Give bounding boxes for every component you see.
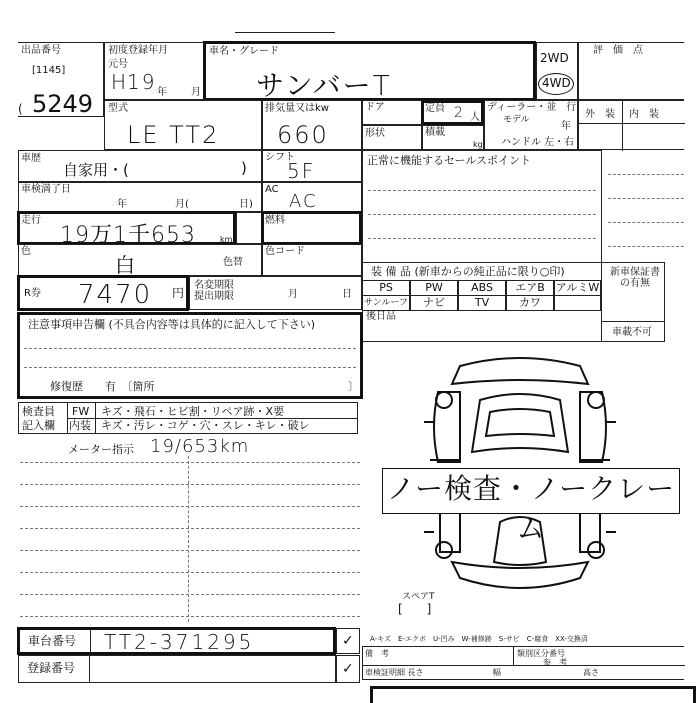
warranty-box — [601, 262, 665, 342]
registration-divider — [89, 656, 90, 682]
dealer-label: ディーラー・並 行 — [487, 102, 577, 113]
dims-label: 車検証明細 長さ — [365, 668, 424, 677]
displacement-label: 排気量又はkw — [265, 103, 329, 114]
lot-code: [1145] — [32, 65, 66, 76]
equipment-cell: ナビ — [410, 295, 458, 311]
ac-label: AC — [265, 184, 279, 195]
recycle-box — [17, 275, 189, 311]
registration-check-box — [336, 655, 360, 683]
history-value: 自家用・( — [63, 161, 129, 179]
rear-right-wheel — [588, 542, 604, 558]
month-unit: 月 — [191, 87, 201, 98]
chassis-check-mark: ✓ — [342, 633, 354, 649]
car-name-label: 車名・グレード — [209, 46, 279, 57]
registration-box — [18, 655, 336, 683]
lot-number: 5249 — [32, 90, 94, 118]
sales-line-2 — [368, 214, 596, 215]
mileage-value: 19万1千653 — [60, 223, 196, 248]
exterior-interior-divider — [622, 101, 623, 151]
score-label: 評 価 点 — [593, 45, 643, 56]
meter-label: メーター指示 — [68, 443, 134, 456]
inspection-day: 日) — [239, 199, 253, 210]
color-label: 色 — [21, 246, 31, 257]
car-name-box — [203, 41, 536, 101]
height-label: 高さ — [583, 668, 599, 677]
score-line-3 — [608, 222, 684, 223]
handle-label: ハンドル 左・右 — [501, 137, 575, 148]
in-label: 内装 — [69, 419, 91, 432]
no-inspection-stamp: ノー検査・ノークレーム — [382, 468, 680, 514]
name-change-month: 月 — [288, 289, 298, 300]
chassis-value: TT2-371295 — [104, 630, 255, 654]
top-rule — [235, 32, 335, 33]
equipment-title: 装 備 品 (新車からの純正品に限り○印) — [371, 265, 565, 278]
door-label: ドア — [365, 102, 385, 113]
history-label: 車歴 — [21, 153, 41, 164]
capacity-box — [421, 100, 484, 125]
front-right-wheel — [588, 392, 604, 408]
inspection-month: 月( — [175, 199, 189, 210]
year-unit: 年 — [157, 87, 167, 98]
sales-line-1 — [368, 190, 596, 191]
equipment-cell: TV — [458, 295, 506, 311]
fw-text: キズ・飛石・ヒビ割・リペア跡・X要 — [101, 405, 285, 418]
lot-number-label: 出品番号 — [21, 45, 61, 56]
memo-line-6 — [20, 572, 360, 573]
equipment-cell — [554, 295, 601, 311]
damage-legend: A-キズ E-エクボ U-凹み W-補修跡 S-サビ C-腐食 XX-交換済 — [370, 635, 588, 643]
equipment-cell: PW — [410, 280, 458, 296]
registration-label: 登録番号 — [27, 661, 76, 675]
shift-label: シフト — [265, 152, 295, 163]
mileage-label: 走行 — [21, 215, 41, 226]
memo-divider — [188, 456, 189, 622]
inspection-box — [18, 182, 262, 212]
name-change-box — [189, 276, 362, 310]
inspection-year: 年 — [117, 199, 127, 210]
notes-footer-label: 備 考 — [365, 649, 389, 658]
fuel-box — [261, 211, 362, 245]
shift-value: 5F — [287, 159, 316, 183]
load-box — [422, 125, 484, 150]
inspection-label: 車検満了日 — [21, 184, 71, 195]
notes-line-1 — [24, 348, 356, 349]
ac-box — [262, 182, 362, 212]
retrofit-label: 後日品 — [366, 311, 396, 322]
memo-line-8 — [20, 616, 360, 617]
gengo-label: 元号 — [108, 59, 128, 70]
lot-number-box — [18, 42, 104, 117]
cab-roof — [472, 394, 568, 452]
equipment-cell: アルミW — [555, 281, 600, 294]
left-front-fender — [434, 392, 460, 462]
chassis-label: 車台番号 — [28, 634, 77, 648]
bottom-box-edge — [370, 686, 696, 703]
repair-close: 〕 — [348, 380, 359, 393]
capacity-value: 2 — [454, 105, 465, 121]
equipment-cell: カワ — [506, 295, 554, 311]
width-label: 幅 — [493, 668, 501, 677]
inspector-label-2: 記入欄 — [22, 419, 55, 432]
color-code-box — [262, 244, 362, 276]
sales-right-border — [601, 150, 602, 262]
recycle-label: R券 — [24, 288, 41, 299]
notes-footer-rule — [363, 665, 685, 666]
model-label: 型式 — [108, 103, 128, 114]
notes-title: 注意事項申告欄 (不具合内容等は具体的に記入して下さい) — [28, 318, 316, 331]
memo-line-1 — [20, 462, 360, 463]
equipment-cell: サンルーフ — [362, 295, 410, 311]
shape-box — [362, 125, 422, 150]
notes-box — [17, 312, 363, 399]
mileage-spacer — [236, 212, 262, 244]
memo-line-2 — [20, 484, 360, 485]
load-label: 積載 — [425, 127, 445, 138]
recycle-value: 7470 — [78, 280, 153, 310]
mileage-box — [17, 211, 236, 248]
dealer-box — [484, 100, 578, 150]
model-year-unit: 年 — [561, 121, 571, 132]
model-value: LE TT2 — [127, 121, 220, 149]
in-text: キズ・汚レ・コゲ・穴・スレ・キレ・破レ — [101, 419, 310, 432]
sales-point-box — [362, 150, 601, 262]
equipment-cell: PS — [362, 280, 410, 296]
chassis-check-box — [336, 628, 360, 654]
memo-line-7 — [20, 594, 360, 595]
right-front-fender — [580, 392, 606, 462]
first-registration-label: 初度登録年月 — [108, 45, 168, 56]
chassis-box — [17, 627, 336, 655]
fuel-label: 燃料 — [265, 215, 285, 226]
bracket-mark: ( — [18, 102, 23, 116]
score-line-2 — [608, 198, 684, 199]
notes-footer-divider — [513, 647, 514, 665]
shape-label: 形状 — [365, 128, 385, 139]
drive-type-box — [536, 42, 578, 100]
chassis-divider — [90, 630, 91, 652]
color-code-label: 色コード — [265, 246, 305, 257]
spare-value: [ ] — [398, 602, 432, 616]
two-wd-label: 2WD — [540, 51, 569, 65]
four-wd-label: 4WD — [542, 76, 571, 90]
notes-footer-box — [362, 646, 684, 680]
sales-point-label: 正常に機能するセールスポイント — [367, 154, 532, 167]
ref-label: 参 考 — [543, 658, 567, 667]
class-label: 類別区分番号 — [517, 649, 565, 658]
model-year-label: モデル — [503, 115, 530, 125]
recycle-unit: 円 — [172, 286, 185, 300]
interior-label: 内 装 — [629, 109, 659, 120]
front-bumper-outline — [452, 358, 588, 384]
fw-label: FW — [72, 405, 90, 418]
warranty-label: 新車保証書の有無 — [610, 267, 660, 289]
spare-label: スペアT — [402, 592, 435, 602]
memo-line-4 — [20, 528, 360, 529]
inspector-label-1: 検査員 — [22, 405, 55, 418]
exterior-interior-rule — [579, 123, 685, 124]
front-left-wheel — [436, 392, 452, 408]
repair-label: 修復歴 有 〔箇所 — [50, 380, 155, 393]
score-line-4 — [608, 246, 684, 247]
notes-line-2 — [24, 367, 356, 368]
capacity-label: 定員 — [425, 103, 445, 114]
equipment-cell: ABS — [458, 280, 506, 296]
door-box — [362, 100, 422, 125]
rear-left-wheel — [436, 542, 452, 558]
inspector-box — [18, 402, 358, 434]
sales-line-3 — [368, 238, 596, 239]
load-unit: kg — [473, 140, 483, 149]
model-box — [104, 100, 262, 150]
ac-value: AC — [289, 191, 318, 212]
capacity-unit: 人 — [470, 112, 480, 123]
first-registration-era: H — [111, 70, 129, 94]
car-name-value: サンバーT — [256, 69, 392, 102]
shift-box — [262, 150, 362, 182]
name-change-label: 名変期限 提出期限 — [194, 280, 234, 302]
windshield — [486, 409, 554, 436]
registration-check-mark: ✓ — [342, 661, 354, 677]
equipment-cell: エアB — [506, 280, 554, 296]
first-registration-year: 19 — [127, 70, 157, 94]
displacement-box — [262, 100, 362, 150]
no-load-label: 車載不可 — [612, 327, 652, 338]
warranty-rule — [602, 321, 664, 322]
exterior-interior-box — [578, 100, 684, 150]
score-box — [578, 42, 684, 100]
history-box — [18, 150, 262, 182]
exterior-label: 外 装 — [585, 109, 615, 120]
mileage-unit: km — [220, 235, 233, 244]
memo-line-5 — [20, 550, 360, 551]
displacement-value: 660 — [277, 121, 329, 149]
memo-line-3 — [20, 506, 360, 507]
color-change-label: 色替 — [223, 257, 243, 268]
name-change-day: 日 — [342, 289, 352, 300]
history-close: ) — [241, 159, 247, 177]
score-line-1 — [608, 174, 684, 175]
color-box — [18, 244, 262, 276]
color-value: 白 — [115, 253, 137, 277]
first-registration-box — [104, 42, 204, 100]
meter-value: 19/653km — [150, 436, 250, 457]
